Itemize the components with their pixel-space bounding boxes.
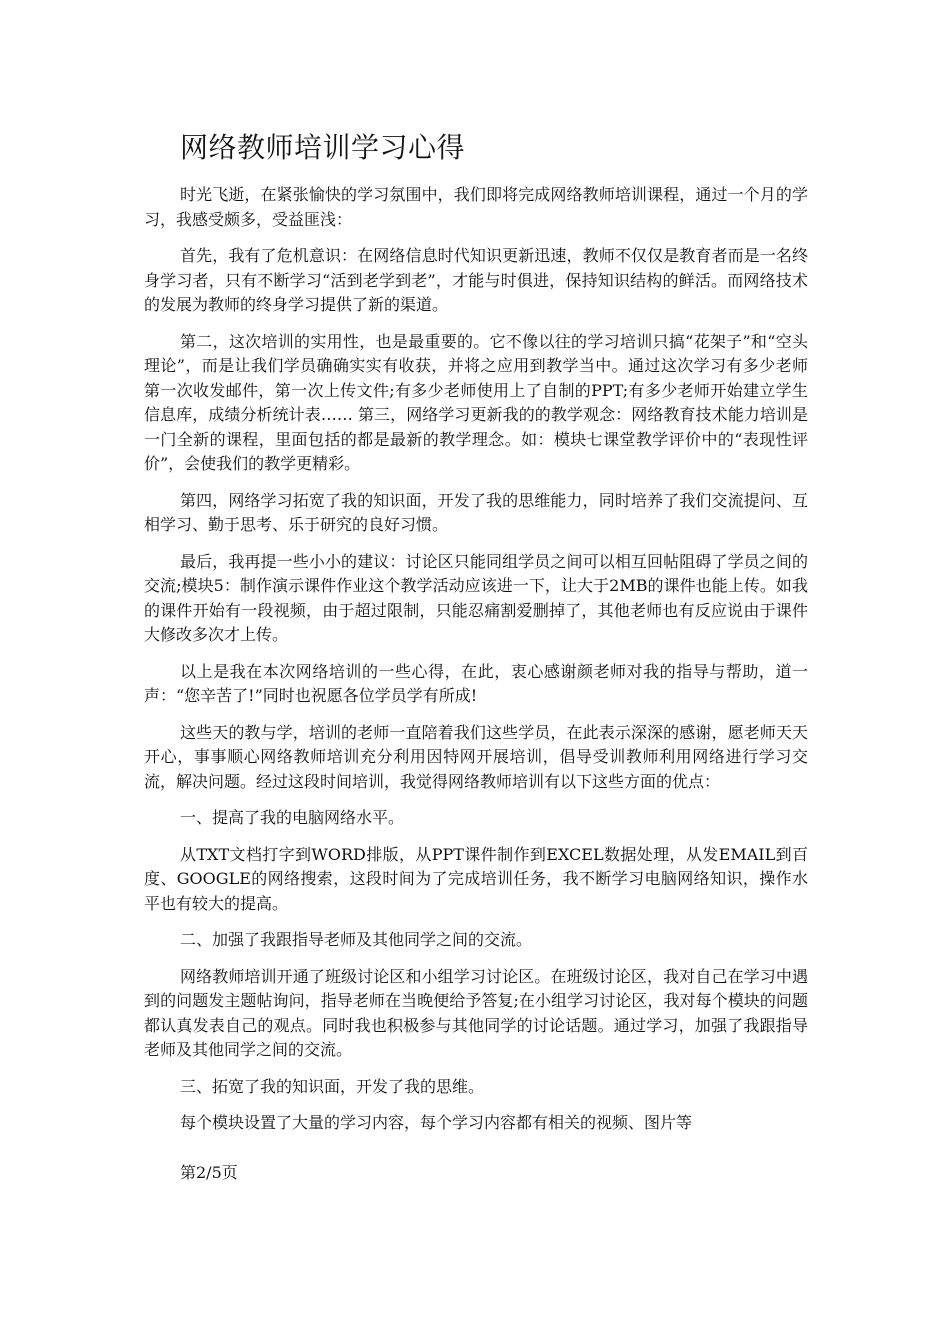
paragraph-communication: 网络教师培训开通了班级讨论区和小组学习讨论区。在班级讨论区，我对自己在学习中遇到的问题发主题帖询问，指导老师在当晚便给予答复;在小组学习讨论区，我对每个模块的问题都认真发表自己的观点。同时我也积极参与其他同学的讨论话题。通过学习，加强了我跟指导老师及其他同学之间的交流。 [144, 966, 808, 1059]
paragraph-intro: 时光飞逝，在紧张愉快的学习氛围中，我们即将完成网络教师培训课程，通过一个月的学习，我感受颇多，受益匪浅： [144, 185, 808, 229]
paragraph-advantages-intro: 这些天的教与学，培训的老师一直陪着我们这些学员，在此表示深深的感谢，愿老师天天开心，事事顺心网络教师培训充分利用因特网开展培训，倡导受训教师利用网络进行学习交流，解决问题。经过这段时间培训，我觉得网络教师培训有以下这些方面的优点： [144, 722, 808, 791]
paragraph-second-third: 第二，这次培训的实用性，也是最重要的。它不像以往的学习培训只搞“花架子”和“空头理论”，而是让我们学员确确实实有收获，并将之应用到教学当中。通过这次学习有多少老师第一次收发邮件，第一次上传文件;有多少老师使用上了自制的PPT;有多少老师开始建立学生信息库，成绩分析统计表…… 第三，网络学习更新我的的教学观念：网络教育技术能力培训是一门全新的课程，里面包括的都是最新的教学理念。如：模块七课堂教学评价中的“表现性评价”，会使我们的教学更精彩。 [144, 331, 808, 473]
section-heading-communication: 二、加强了我跟指导老师及其他同学之间的交流。 [180, 930, 533, 949]
section-heading-computer-skills: 一、提高了我的电脑网络水平。 [180, 808, 405, 827]
page-indicator: 第2/5页 [180, 1163, 238, 1182]
paragraph-knowledge: 每个模块设置了大量的学习内容，每个学习内容都有相关的视频、图片等 [180, 1113, 693, 1132]
paragraph-thanks: 以上是我在本次网络培训的一些心得，在此，衷心感谢颜老师对我的指导与帮助，道一声：“您辛苦了!”同时也祝愿各位学员学有所成! [144, 661, 808, 705]
document-title: 网络教师培训学习心得 [180, 131, 466, 164]
paragraph-computer-skills: 从TXT文档打字到WORD排版，从PPT课件制作到EXCEL数据处理，从发EMAIL到百度、GOOGLE的网络搜索，这段时间为了完成培训任务，我不断学习电脑网络知识，操作水平也有较大的提高。 [144, 844, 808, 913]
section-heading-knowledge: 三、拓宽了我的知识面，开发了我的思维。 [180, 1076, 485, 1096]
paragraph-fourth: 第四，网络学习拓宽了我的知识面，开发了我的思维能力，同时培养了我们交流提问、互相学习、勤于思考、乐于研究的良好习惯。 [144, 490, 808, 534]
paragraph-suggestions: 最后，我再提一些小小的建议：讨论区只能同组学员之间可以相互回帖阻碍了学员之间的交流;模块5：制作演示课件作业这个教学活动应该进一下，让大于2MB的课件也能上传。如我的课件开始有一段视频，由于超过限制，只能忍痛割爱删掉了，其他老师也有反应说由于课件大修改多次才上传。 [144, 551, 808, 644]
paragraph-first: 首先，我有了危机意识：在网络信息时代知识更新迅速，教师不仅仅是教育者而是一名终身学习者，只有不断学习“活到老学到老”，才能与时俱进，保持知识结构的鲜活。而网络技术的发展为教师的终身学习提供了新的渠道。 [144, 246, 808, 314]
document-body [144, 183, 808, 1148]
